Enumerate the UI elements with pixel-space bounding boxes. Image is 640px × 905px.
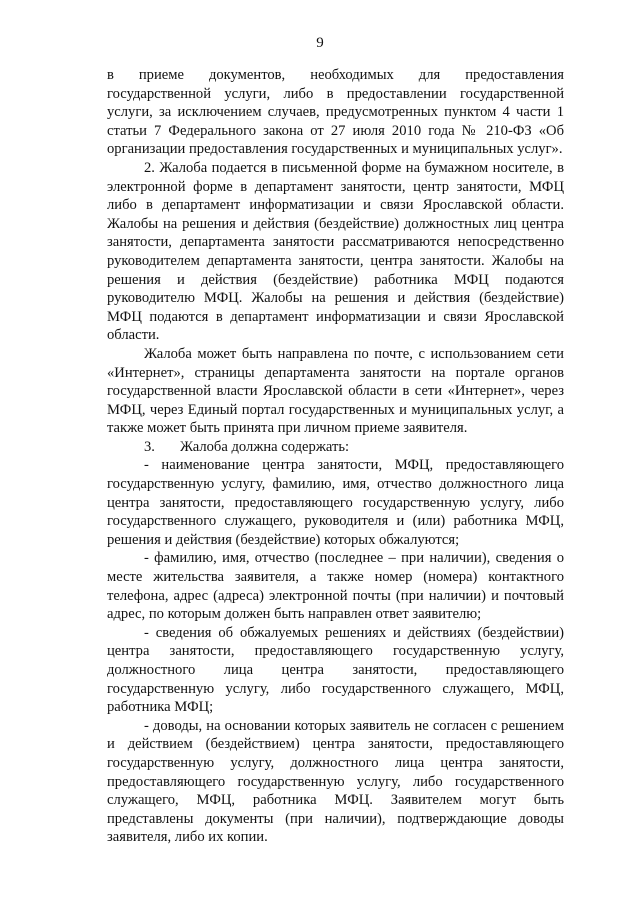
list-item-name-of-body: - наименование центра занятости, МФЦ, предоставляющего государственную услугу, фамилию, имя, отчество должностного лица центра занятости, предоставляющего государственную услугу, либо государственного служащего, руководителя и (или) работника МФЦ, решения и действия (бездействие) которых обжалуются; (107, 457, 564, 548)
item-3-number: 3. (144, 438, 155, 455)
paragraph-item-3 (107, 438, 564, 457)
paragraph-item-2: 2. Жалоба подается в письменной форме на бумажном носителе, в электронной форме в департамент занятости, центр занятости, МФЦ либо в департамент информатизации и связи Ярославской области. Жалобы на решения и действия (бездействие) должностных лиц центра занятости, департамента занятости рассматриваются непосредственно руководителем департамента занятости, центра занятости. Жалобы на решения и действия (бездействие) работника МФЦ подаются руководителю МФЦ. Жалобы на решения и действия (бездействие) МФЦ подаются в департамент информатизации и связи Ярославской области. (107, 159, 564, 344)
list-item-applicant-details: - фамилию, имя, отчество (последнее – при наличии), сведения о месте жительства заявителя, а также номер (номера) контактного телефона, адрес (адреса) электронной почты (при наличии) и почтовый адрес, по которым должен быть направлен ответ заявителю; (107, 550, 564, 623)
item-3-text: Жалоба должна содержать: (180, 438, 350, 455)
document-body (107, 66, 564, 847)
page-number: 9 (316, 35, 324, 51)
list-item-arguments: - доводы, на основании которых заявитель не согласен с решением и действием (бездействием) центра занятости, предоставляющего государственную услугу, должностного лица центра занятости, предоставляющего государственную услугу, либо государственного служащего, МФЦ, работника МФЦ. Заявителем могут быть представлены документы (при наличии), подтверждающие доводы заявителя, либо их копии. (107, 717, 564, 846)
list-item-appealed-decisions: - сведения об обжалуемых решениях и действиях (бездействии) центра занятости, предоставляющего государственную услугу, должностного лица центра занятости, предоставляющего государственную услугу, либо государственного служащего, МФЦ, работника МФЦ; (107, 624, 564, 716)
paragraph-submission-channels: Жалоба может быть направлена по почте, с использованием сети «Интернет», страницы департамента занятости на портале органов государственной власти Ярославской области в сети «Интернет», через МФЦ, через Единый портал государственных и муниципальных услуг, а также может быть принята при личном приеме заявителя. (107, 345, 564, 437)
paragraph-continuation: в приеме документов, необходимых для предоставления государственной услуги, либо в предоставлении государственной услуги, за исключением случаев, предусмотренных пунктом 4 части 1 статьи 7 Федерального закона от 27 июля 2010 года № 210-ФЗ «Об организации предоставления государственных и муниципальных услуг». (107, 67, 564, 158)
